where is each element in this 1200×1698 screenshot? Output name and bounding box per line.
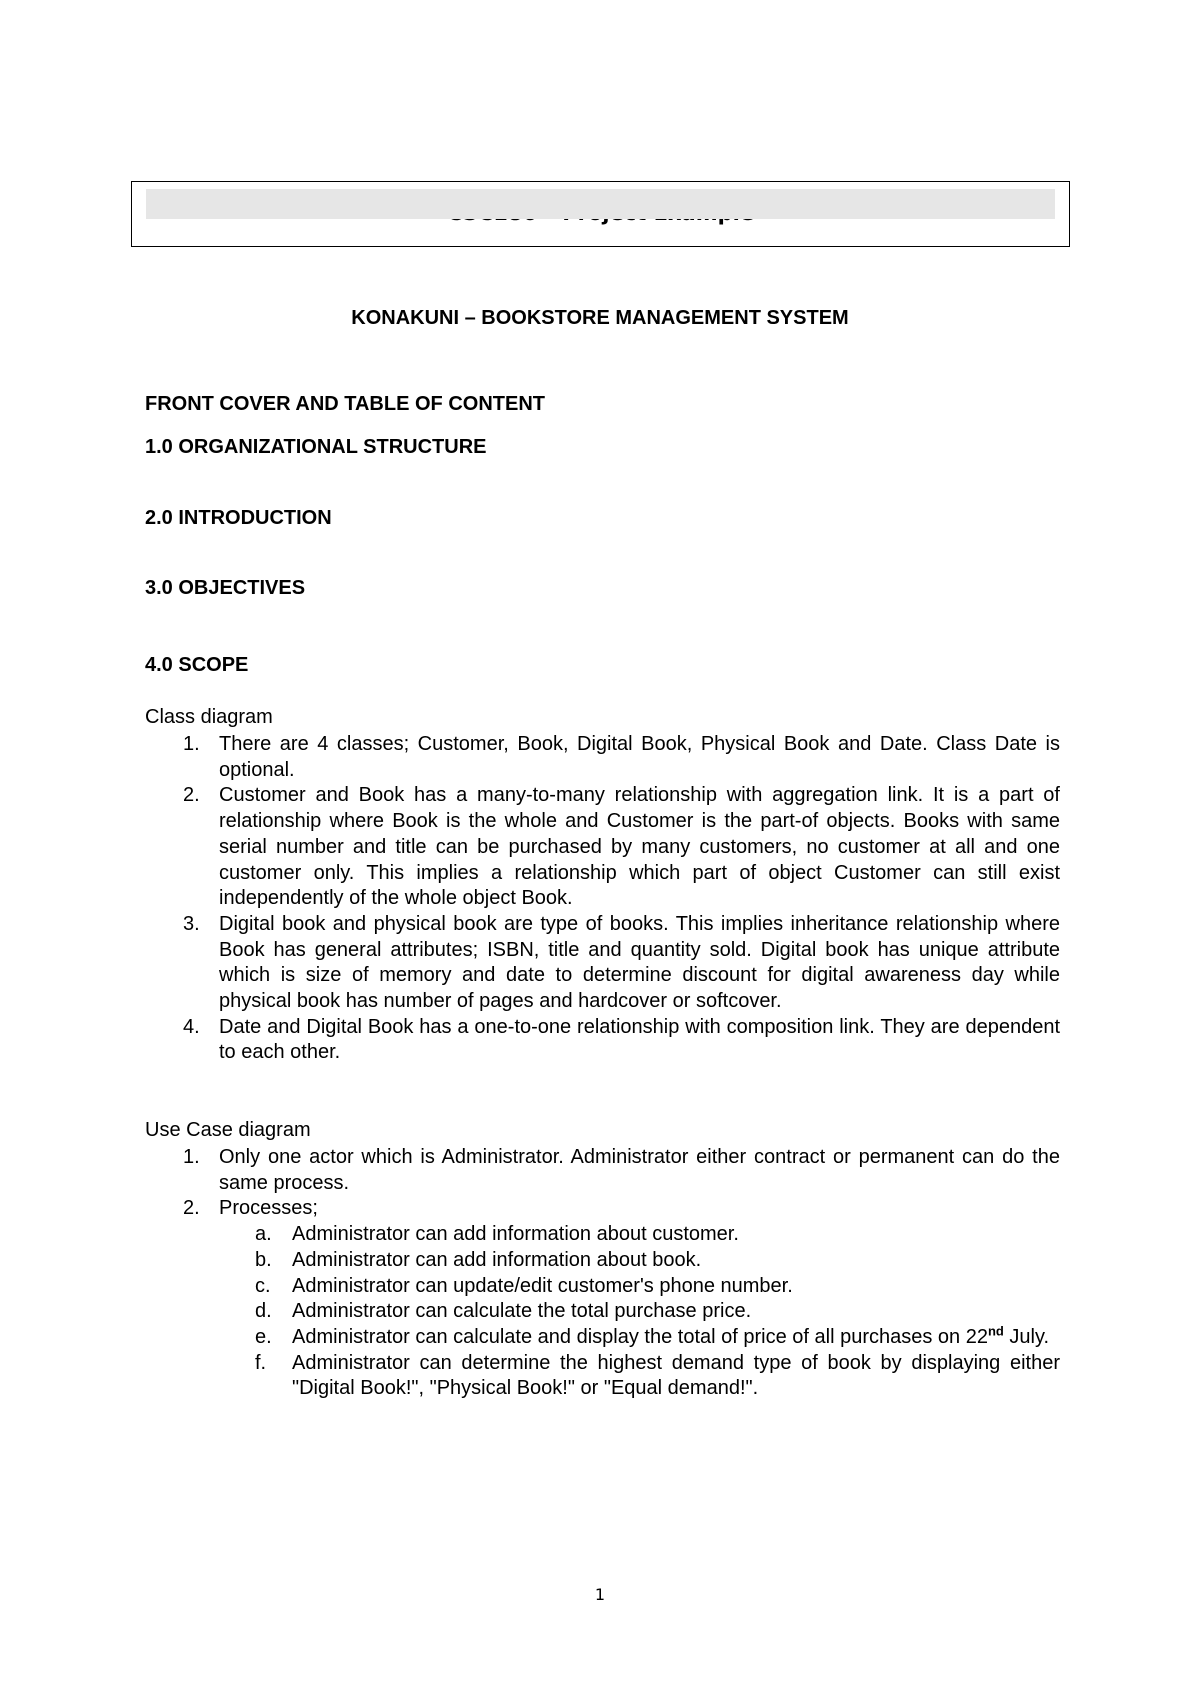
list-text: Only one actor which is Administrator. Administrator either contract or permanent can do the same process.	[219, 1146, 1060, 1194]
process-letter: f.	[255, 1351, 267, 1374]
page-number: 1	[594, 1585, 606, 1604]
process-letter: a.	[255, 1223, 272, 1246]
process-text-after: July.	[1003, 1325, 1050, 1348]
list-item	[145, 1015, 1060, 1066]
list-text: Digital book and physical book are type of books. This implies inheritance relationship where Book has general attributes; ISBN, title and quantity sold. Digital book has unique attribute which is size of memory and date to determine discount for digital awareness day while physical book has number of pages and hardcover or softcover.	[219, 912, 1060, 1013]
list-item	[145, 1196, 1060, 1402]
list-text: Customer and Book has a many-to-many relationship with aggregation link. It is a part of relationship where Book is the whole and Customer is the part-of objects. Books with same serial number and title can be purchased by many customers, no customer at all and one customer only. This implies a relationship which part of object Customer can still exist independently of the whole object Book.	[219, 784, 1060, 910]
class-diagram-list	[145, 732, 1060, 1066]
list-item	[145, 783, 1060, 912]
ordinal-superscript: nd	[987, 1323, 1004, 1339]
process-item	[219, 1222, 1060, 1248]
list-number: 2.	[183, 1197, 200, 1220]
heading-front-cover: FRONT COVER AND TABLE OF CONTENT	[145, 393, 545, 415]
process-item	[219, 1351, 1060, 1402]
process-text: Administrator can determine the highest demand type of book by displaying either "Digital Book!", "Physical Book!" or "Equal demand!".	[292, 1351, 1060, 1400]
list-number: 3.	[183, 912, 200, 935]
process-item	[219, 1274, 1060, 1300]
process-text: Administrator can add information about book.	[292, 1248, 702, 1271]
process-item	[219, 1299, 1060, 1325]
process-text: Administrator can update/edit customer's phone number.	[292, 1274, 793, 1297]
class-diagram-label: Class diagram	[145, 706, 273, 728]
process-text	[292, 1323, 1050, 1348]
list-number: 1.	[183, 1146, 200, 1168]
list-number: 1.	[183, 733, 200, 755]
process-item	[219, 1325, 1060, 1351]
process-text-before: Administrator can calculate and display the total of price of all purchases on 22	[292, 1325, 988, 1348]
process-letter: d.	[255, 1300, 272, 1323]
process-letter: e.	[255, 1325, 272, 1348]
heading-objectives: 3.0 OBJECTIVES	[145, 577, 306, 599]
list-text: Date and Digital Book has a one-to-one relationship with composition link. They are dependent to each other.	[219, 1015, 1060, 1064]
process-item	[219, 1248, 1060, 1274]
process-letter: b.	[255, 1248, 272, 1271]
heading-scope: 4.0 SCOPE	[145, 654, 249, 676]
use-case-diagram-label: Use Case diagram	[145, 1119, 311, 1141]
list-text: There are 4 classes; Customer, Book, Digital Book, Physical Book and Date. Class Date is optional.	[219, 733, 1060, 781]
heading-organizational-structure: 1.0 ORGANIZATIONAL STRUCTURE	[145, 436, 487, 458]
list-item	[145, 912, 1060, 1015]
list-number: 2.	[183, 784, 200, 807]
header-title-box	[131, 181, 1070, 247]
system-title: KONAKUNI – BOOKSTORE MANAGEMENT SYSTEM	[351, 307, 849, 329]
processes-list	[219, 1222, 1060, 1402]
use-case-list	[145, 1145, 1060, 1402]
list-number: 4.	[183, 1015, 200, 1038]
list-item	[145, 1145, 1060, 1196]
process-text: Administrator can add information about customer.	[292, 1223, 739, 1246]
heading-introduction: 2.0 INTRODUCTION	[145, 507, 332, 529]
list-text: Processes;	[219, 1197, 318, 1220]
process-letter: c.	[255, 1274, 271, 1297]
list-item	[145, 732, 1060, 783]
header-shade-bar	[146, 189, 1055, 219]
process-text: Administrator can calculate the total purchase price.	[292, 1300, 752, 1323]
